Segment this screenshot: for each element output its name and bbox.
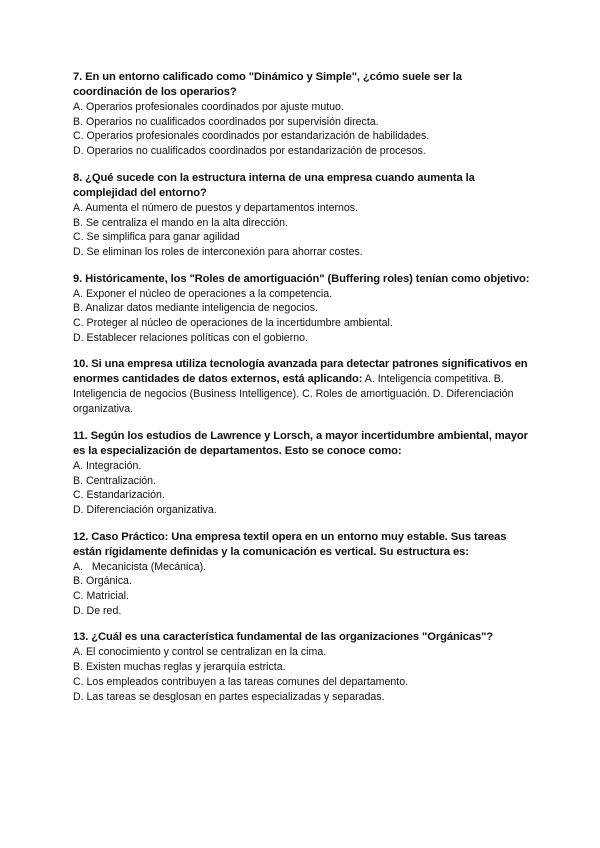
- option-a: A. Aumenta el número de puestos y departamentos internos.: [73, 201, 359, 214]
- option-a: A. Operarios profesionales coordinados por ajuste mutuo.: [73, 101, 344, 113]
- option-d: D. Diferenciación organizativa.: [73, 503, 217, 516]
- option-d: D. Se eliminan los roles de interconexión para ahorrar costes.: [73, 245, 363, 258]
- inline-options: A. Inteligencia competitiva. B. Inteligencia de negocios (Business Intelligence). C. Roles de amortiguación. D. Diferenciación organizativa.: [73, 373, 514, 416]
- option-c: C. Proteger al núcleo de operaciones de la incertidumbre ambiental.: [73, 317, 393, 330]
- question-title: 12. Caso Práctico: Una empresa textil opera en un entorno muy estable. Sus tareas están rígidamente definidas y la comunicación es vertical. Su estructura es:: [73, 530, 507, 558]
- question-9: [73, 272, 533, 346]
- option-c: C. Se simplifica para ganar agilidad: [73, 231, 240, 244]
- option-d: D. Las tareas se desglosan en partes especializadas y separadas.: [73, 690, 385, 703]
- option-c: C. Operarios profesionales coordinados por estandarización de habilidades.: [73, 130, 430, 143]
- option-d: D. De red.: [73, 604, 122, 617]
- option-b: B. Se centraliza el mando en la alta dirección.: [73, 216, 288, 229]
- option-d: D. Establecer relaciones políticas con el gobierno.: [73, 331, 308, 344]
- question-title: 11. Según los estudios de Lawrence y Lorsch, a mayor incertidumbre ambiental, mayor es la especialización de departamentos. Esto se conoce como:: [73, 429, 528, 457]
- option-c: C. Matricial.: [73, 590, 129, 603]
- option-a: A. Integración.: [73, 459, 142, 472]
- question-12: [73, 530, 533, 619]
- question-title: 8. ¿Qué sucede con la estructura interna de una empresa cuando aumenta la complejidad del entorno?: [73, 171, 475, 199]
- question-10: [73, 357, 533, 416]
- option-c: C. Estandarización.: [73, 489, 165, 502]
- question-13: [73, 630, 533, 704]
- question-paragraph: [73, 357, 533, 416]
- question-11: [73, 429, 533, 518]
- option-b: B. Orgánica.: [73, 575, 132, 588]
- question-7: [73, 70, 533, 159]
- document-page: [73, 70, 533, 716]
- option-b: B. Existen muchas reglas y jerarquía estricta.: [73, 661, 286, 674]
- option-a: A. El conocimiento y control se centralizan en la cima.: [73, 646, 327, 659]
- question-title: 13. ¿Cuál es una característica fundamental de las organizaciones "Orgánicas"?: [73, 631, 494, 644]
- question-title: 9. Históricamente, los "Roles de amortiguación" (Buffering roles) tenían como objetivo:: [73, 272, 530, 285]
- option-c: C. Los empleados contribuyen a las tareas comunes del departamento.: [73, 675, 409, 688]
- option-b: B. Centralización.: [73, 474, 157, 487]
- option-b: B. Operarios no cualificados coordinados por supervisión directa.: [73, 115, 379, 128]
- option-a: A. Exponer el núcleo de operaciones a la competencia.: [73, 287, 333, 300]
- question-title: 10. Si una empresa utiliza tecnología avanzada para detectar patrones significativos en enormes cantidades de datos externos, está aplicando:: [73, 358, 528, 386]
- question-title: 7. En un entorno calificado como "Dinámico y Simple", ¿cómo suele ser la coordinación de los operarios?: [73, 71, 462, 98]
- question-8: [73, 171, 533, 260]
- option-a: A. Mecanicista (Mecánica).: [73, 560, 207, 573]
- option-d: D. Operarios no cualificados coordinados por estandarización de procesos.: [73, 145, 426, 158]
- option-b: B. Analizar datos mediante inteligencia de negocios.: [73, 302, 318, 315]
